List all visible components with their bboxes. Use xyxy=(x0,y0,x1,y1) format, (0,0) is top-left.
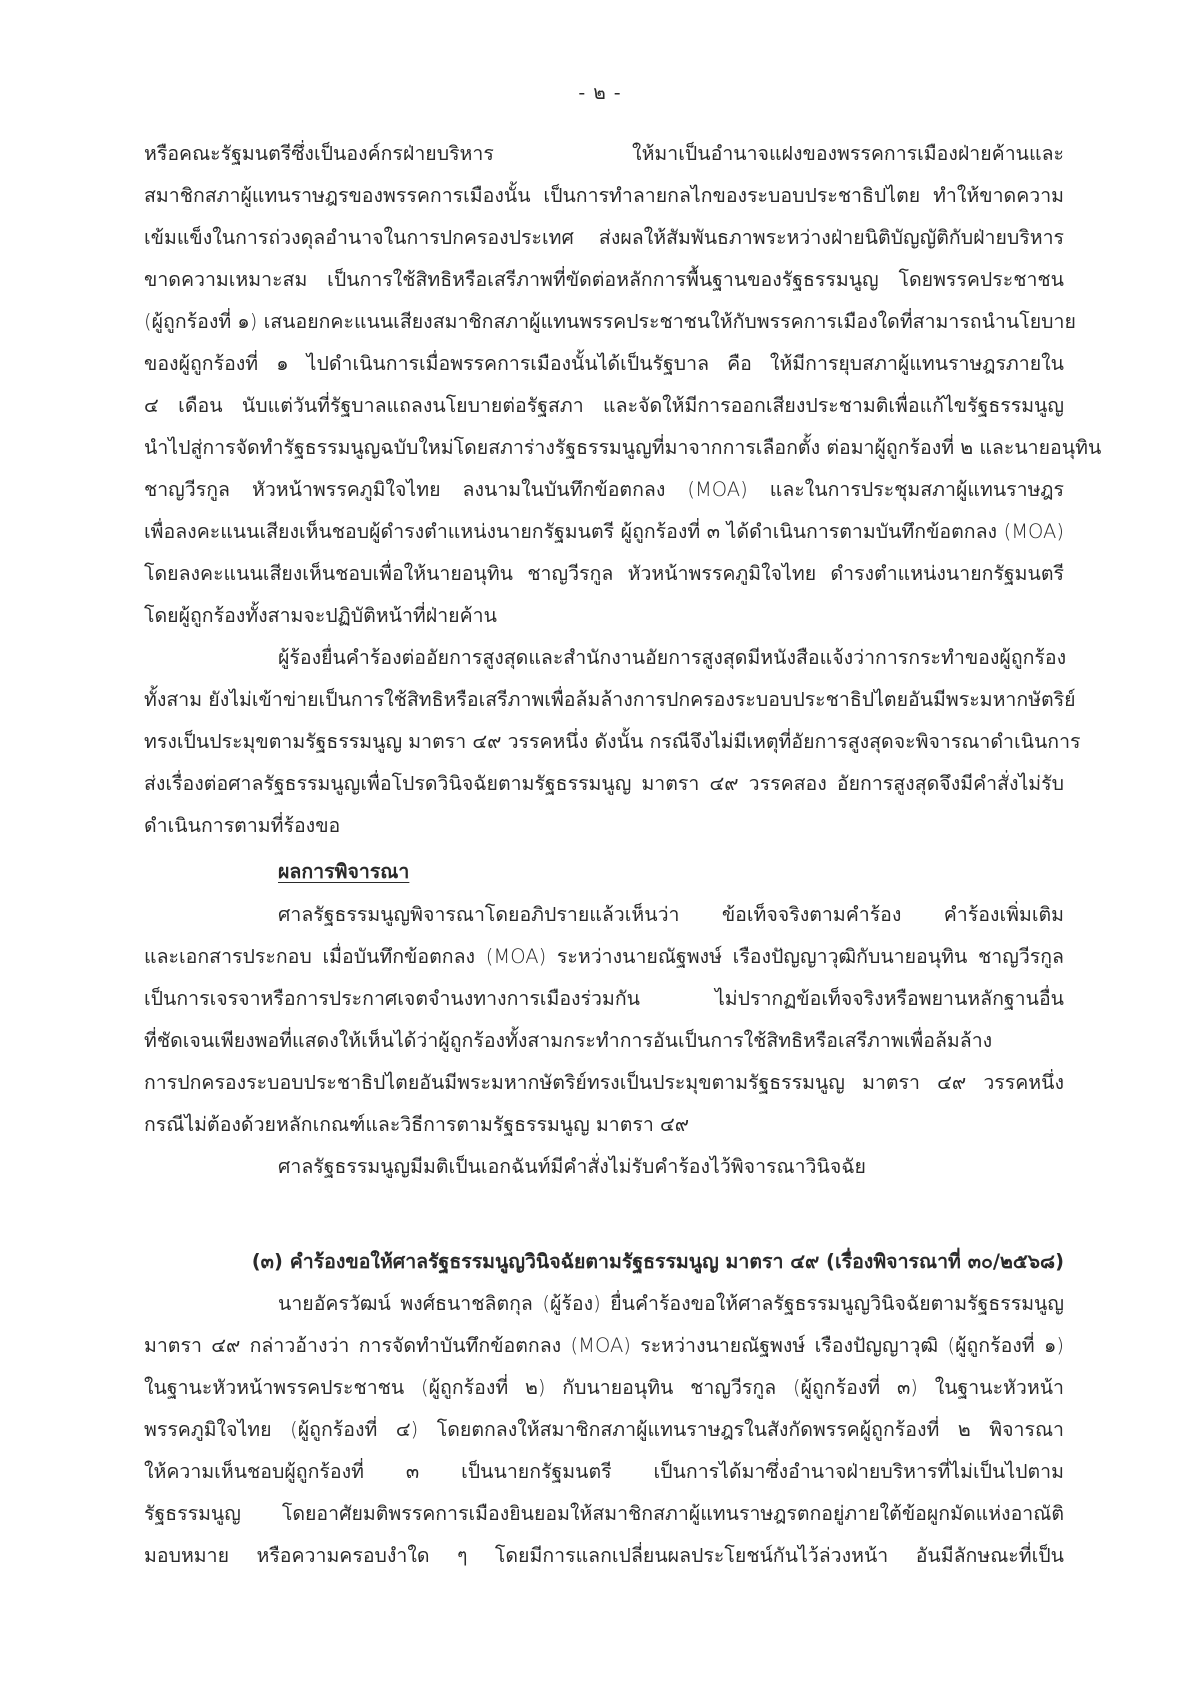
paragraph-2-line: ดำเนินการตามที่ร้องขอ xyxy=(144,814,341,837)
paragraph-1-line: สมาชิกสภาผู้แทนราษฎรของพรรคการเมืองนั้น เป็นการทำลายกลไกของระบอบประชาธิปไตย ทำให้ขาดความ xyxy=(144,184,1064,207)
paragraph-1-line: เพื่อลงคะแนนเสียงเห็นชอบผู้ดำรงตำแหน่งนายกรัฐมนตรี ผู้ถูกร้องที่ ๓ ได้ดำเนินการตามบันทึกข้อตกลง (MOA) xyxy=(144,520,1064,543)
paragraph-2-line: ทรงเป็นประมุขตามรัฐธรรมนูญ มาตรา ๔๙ วรรคหนึ่ง ดังนั้น กรณีจึงไม่มีเหตุที่อัยการสูงสุดจะพิจารณาดำเนินการ xyxy=(144,730,1081,753)
paragraph-1-line: โดยลงคะแนนเสียงเห็นชอบเพื่อให้นายอนุทิน ชาญวีรกูล หัวหน้าพรรคภูมิใจไทย ดำรงตำแหน่งนายกรัฐมนตรี xyxy=(144,562,1064,585)
paragraph-5-line: ให้ความเห็นชอบผู้ถูกร้องที่ ๓ เป็นนายกรัฐมนตรี เป็นการได้มาซึ่งอำนาจฝ่ายบริหารที่ไม่เป็นไปตาม xyxy=(144,1460,1064,1483)
paragraph-5-line: มอบหมาย หรือความครอบงำใด ๆ โดยมีการแลกเปลี่ยนผลประโยชน์กันไว้ล่วงหน้า อันมีลักษณะที่เป็น xyxy=(144,1544,1064,1567)
paragraph-5-line: พรรคภูมิใจไทย (ผู้ถูกร้องที่ ๔) โดยตกลงให้สมาชิกสภาผู้แทนราษฎรในสังกัดพรรคผู้ถูกร้องที่ ๒ พิจารณา xyxy=(144,1418,1064,1441)
resolution-line: ศาลรัฐธรรมนูญมีมติเป็นเอกฉันท์มีคำสั่งไม่รับคำร้องไว้พิจารณาวินิจฉัย xyxy=(278,1155,866,1178)
section-3-heading: (๓) คำร้องขอให้ศาลรัฐธรรมนูญวินิจฉัยตามรัฐธรรมนูญ มาตรา ๔๙ (เรื่องพิจารณาที่ ๓๐/๒๕๖๘) xyxy=(251,1250,1064,1273)
paragraph-1-line: โดยผู้ถูกร้องทั้งสามจะปฏิบัติหน้าที่ฝ่ายค้าน xyxy=(144,604,497,627)
paragraph-1-line: ของผู้ถูกร้องที่ ๑ ไปดำเนินการเมื่อพรรคการเมืองนั้นได้เป็นรัฐบาล คือ ให้มีการยุบสภาผู้แทนราษฎรภายใน xyxy=(144,352,1064,375)
paragraph-1-line: หรือคณะรัฐมนตรีซึ่งเป็นองค์กรฝ่ายบริหาร ให้มาเป็นอำนาจแฝงของพรรคการเมืองฝ่ายค้านและ xyxy=(144,142,1064,165)
paragraph-1-line: นำไปสู่การจัดทำรัฐธรรมนูญฉบับใหม่โดยสภาร่างรัฐธรรมนูญที่มาจากการเลือกตั้ง ต่อมาผู้ถูกร้องที่ ๒ และนายอนุทิน xyxy=(144,436,1102,459)
paragraph-1-line: ๔ เดือน นับแต่วันที่รัฐบาลแถลงนโยบายต่อรัฐสภา และจัดให้มีการออกเสียงประชามติเพื่อแก้ไขรัฐธรรมนูญ xyxy=(144,394,1064,417)
paragraph-1-line: ชาญวีรกูล หัวหน้าพรรคภูมิใจไทย ลงนามในบันทึกข้อตกลง (MOA) และในการประชุมสภาผู้แทนราษฎร xyxy=(144,478,1064,501)
paragraph-3-line: และเอกสารประกอบ เมื่อบันทึกข้อตกลง (MOA) ระหว่างนายณัฐพงษ์ เรืองปัญญาวุฒิกับนายอนุทิน ชาญวีรกูล xyxy=(144,945,1064,968)
paragraph-2-line: ส่งเรื่องต่อศาลรัฐธรรมนูญเพื่อโปรดวินิจฉัยตามรัฐธรรมนูญ มาตรา ๔๙ วรรคสอง อัยการสูงสุดจึงมีคำสั่งไม่รับ xyxy=(144,772,1064,795)
paragraph-2-line: ผู้ร้องยื่นคำร้องต่ออัยการสูงสุดและสำนักงานอัยการสูงสุดมีหนังสือแจ้งว่าการกระทำของผู้ถูกร้อง xyxy=(278,646,1067,669)
paragraph-3-line: การปกครองระบอบประชาธิปไตยอันมีพระมหากษัตริย์ทรงเป็นประมุขตามรัฐธรรมนูญ มาตรา ๔๙ วรรคหนึ่ง xyxy=(144,1071,1064,1094)
paragraph-3-line: กรณีไม่ต้องด้วยหลักเกณฑ์และวิธีการตามรัฐธรรมนูญ มาตรา ๔๙ xyxy=(144,1113,690,1136)
paragraph-5-line: รัฐธรรมนูญ โดยอาศัยมติพรรคการเมืองยินยอมให้สมาชิกสภาผู้แทนราษฎรตกอยู่ภายใต้ข้อผูกมัดแห่งอาณัติ xyxy=(144,1502,1064,1525)
page-number: - ๒ - xyxy=(578,82,622,104)
paragraph-5-line: ในฐานะหัวหน้าพรรคประชาชน (ผู้ถูกร้องที่ ๒) กับนายอนุทิน ชาญวีรกูล (ผู้ถูกร้องที่ ๓) ในฐานะหัวหน้า xyxy=(144,1376,1064,1399)
paragraph-5-line: มาตรา ๔๙ กล่าวอ้างว่า การจัดทำบันทึกข้อตกลง (MOA) ระหว่างนายณัฐพงษ์ เรืองปัญญาวุฒิ (ผู้ถูกร้องที่ ๑) xyxy=(144,1334,1064,1357)
result-heading: ผลการพิจารณา xyxy=(278,860,410,883)
paragraph-1-line: เข้มแข็งในการถ่วงดุลอำนาจในการปกครองประเทศ ส่งผลให้สัมพันธภาพระหว่างฝ่ายนิติบัญญัติกับฝ่ายบริหาร xyxy=(144,226,1064,249)
paragraph-3-line: เป็นการเจรจาหรือการประกาศเจตจำนงทางการเมืองร่วมกัน ไม่ปรากฏข้อเท็จจริงหรือพยานหลักฐานอื่น xyxy=(144,987,1064,1010)
paragraph-1-line: ขาดความเหมาะสม เป็นการใช้สิทธิหรือเสรีภาพที่ขัดต่อหลักการพื้นฐานของรัฐธรรมนูญ โดยพรรคประชาชน xyxy=(144,268,1064,291)
paragraph-3-line: ศาลรัฐธรรมนูญพิจารณาโดยอภิปรายแล้วเห็นว่า ข้อเท็จจริงตามคำร้อง คำร้องเพิ่มเติม xyxy=(278,903,1064,926)
paragraph-2-line: ทั้งสาม ยังไม่เข้าข่ายเป็นการใช้สิทธิหรือเสรีภาพเพื่อล้มล้างการปกครองระบอบประชาธิปไตยอันมีพระมหากษัตริย์ xyxy=(144,688,1076,711)
paragraph-3-line: ที่ชัดเจนเพียงพอที่แสดงให้เห็นได้ว่าผู้ถูกร้องทั้งสามกระทำการอันเป็นการใช้สิทธิหรือเสรีภาพเพื่อล้มล้าง xyxy=(144,1029,993,1052)
paragraph-5-line: นายอัครวัฒน์ พงศ์ธนาชลิตกุล (ผู้ร้อง) ยื่นคำร้องขอให้ศาลรัฐธรรมนูญวินิจฉัยตามรัฐธรรมนูญ xyxy=(278,1292,1064,1315)
paragraph-1-line: (ผู้ถูกร้องที่ ๑) เสนอยกคะแนนเสียงสมาชิกสภาผู้แทนพรรคประชาชนให้กับพรรคการเมืองใดที่สามารถนำนโยบาย xyxy=(144,310,1076,333)
